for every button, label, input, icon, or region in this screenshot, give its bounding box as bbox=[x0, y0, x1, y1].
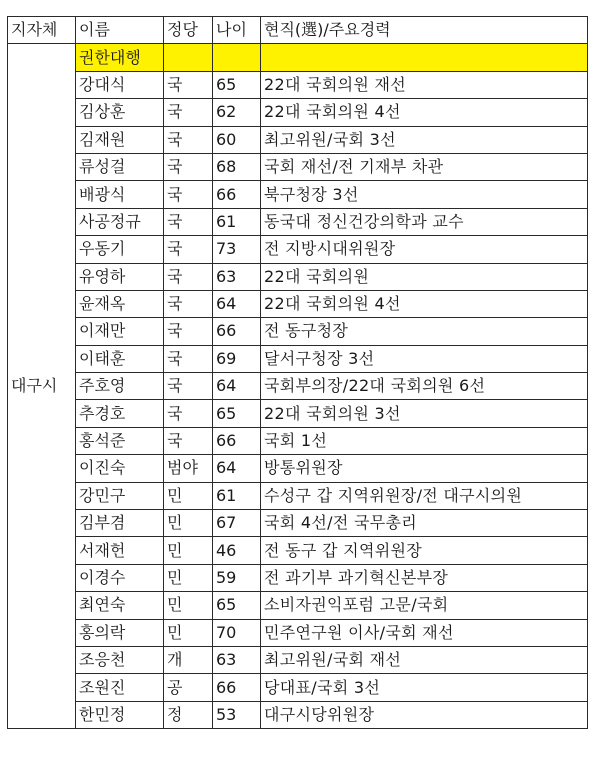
career-cell: 수성구 갑 지역위원장/전 대구시의원 bbox=[261, 482, 588, 509]
table-row bbox=[8, 126, 588, 153]
age-cell: 69 bbox=[213, 345, 261, 372]
table-row bbox=[8, 263, 588, 290]
age-cell: 61 bbox=[213, 208, 261, 235]
party-cell: 국 bbox=[164, 290, 213, 317]
table-row bbox=[8, 455, 588, 482]
age-cell: 60 bbox=[213, 126, 261, 153]
party-cell: 개 bbox=[164, 646, 213, 673]
career-cell: 22대 국회의원 3선 bbox=[261, 400, 588, 427]
name-cell: 배광식 bbox=[76, 181, 164, 208]
party-cell: 민 bbox=[164, 592, 213, 619]
table-row bbox=[8, 208, 588, 235]
table-row bbox=[8, 537, 588, 564]
name-cell: 이경수 bbox=[76, 564, 164, 591]
age-cell: 53 bbox=[213, 701, 261, 728]
party-cell: 국 bbox=[164, 263, 213, 290]
career-cell: 달서구청장 3선 bbox=[261, 345, 588, 372]
party-cell: 국 bbox=[164, 208, 213, 235]
age-cell: 70 bbox=[213, 619, 261, 646]
age-cell: 66 bbox=[213, 427, 261, 454]
name-cell: 유영하 bbox=[76, 263, 164, 290]
age-cell: 64 bbox=[213, 455, 261, 482]
name-cell: 최연숙 bbox=[76, 592, 164, 619]
party-cell: 공 bbox=[164, 674, 213, 701]
age-cell: 67 bbox=[213, 510, 261, 537]
name-cell: 조원진 bbox=[76, 674, 164, 701]
age-cell: 64 bbox=[213, 290, 261, 317]
age-cell: 66 bbox=[213, 674, 261, 701]
age-cell: 61 bbox=[213, 482, 261, 509]
table-row bbox=[8, 99, 588, 126]
name-cell: 이진숙 bbox=[76, 455, 164, 482]
career-cell: 국회 4선/전 국무총리 bbox=[261, 510, 588, 537]
name-cell: 김재원 bbox=[76, 126, 164, 153]
career-cell: 북구청장 3선 bbox=[261, 181, 588, 208]
career-cell bbox=[261, 44, 588, 71]
party-cell: 민 bbox=[164, 510, 213, 537]
name-cell: 우동기 bbox=[76, 236, 164, 263]
table-row bbox=[8, 318, 588, 345]
header-party: 정당 bbox=[164, 17, 213, 44]
party-cell: 민 bbox=[164, 482, 213, 509]
age-cell: 68 bbox=[213, 153, 261, 180]
age-cell: 62 bbox=[213, 99, 261, 126]
name-cell: 한민정 bbox=[76, 701, 164, 728]
career-cell: 동국대 정신건강의학과 교수 bbox=[261, 208, 588, 235]
age-cell: 65 bbox=[213, 400, 261, 427]
table-row bbox=[8, 153, 588, 180]
party-cell: 민 bbox=[164, 619, 213, 646]
party-cell bbox=[164, 44, 213, 71]
candidate-table bbox=[7, 16, 588, 729]
party-cell: 민 bbox=[164, 564, 213, 591]
table-row bbox=[8, 646, 588, 673]
name-cell: 조응천 bbox=[76, 646, 164, 673]
party-cell: 범야 bbox=[164, 455, 213, 482]
table-row bbox=[8, 345, 588, 372]
name-cell: 김상훈 bbox=[76, 99, 164, 126]
career-cell: 당대표/국회 3선 bbox=[261, 674, 588, 701]
header-age: 나이 bbox=[213, 17, 261, 44]
name-cell: 사공정규 bbox=[76, 208, 164, 235]
table-row bbox=[8, 181, 588, 208]
party-cell: 국 bbox=[164, 71, 213, 98]
name-cell: 강대식 bbox=[76, 71, 164, 98]
career-cell: 최고위원/국회 3선 bbox=[261, 126, 588, 153]
party-cell: 국 bbox=[164, 99, 213, 126]
header-row bbox=[8, 17, 588, 44]
party-cell: 국 bbox=[164, 126, 213, 153]
party-cell: 국 bbox=[164, 373, 213, 400]
header-name: 이름 bbox=[76, 17, 164, 44]
party-cell: 국 bbox=[164, 427, 213, 454]
name-cell: 홍의락 bbox=[76, 619, 164, 646]
table-row bbox=[8, 592, 588, 619]
age-cell bbox=[213, 44, 261, 71]
career-cell: 전 과기부 과기혁신본부장 bbox=[261, 564, 588, 591]
name-cell: 홍석준 bbox=[76, 427, 164, 454]
age-cell: 66 bbox=[213, 318, 261, 345]
party-cell: 국 bbox=[164, 153, 213, 180]
name-cell: 추경호 bbox=[76, 400, 164, 427]
name-cell: 서재헌 bbox=[76, 537, 164, 564]
career-cell: 최고위원/국회 재선 bbox=[261, 646, 588, 673]
table-row bbox=[8, 619, 588, 646]
career-cell: 전 지방시대위원장 bbox=[261, 236, 588, 263]
name-cell: 권한대행 bbox=[76, 44, 164, 71]
career-cell: 22대 국회의원 4선 bbox=[261, 99, 588, 126]
name-cell: 강민구 bbox=[76, 482, 164, 509]
table-row bbox=[8, 427, 588, 454]
name-cell: 김부겸 bbox=[76, 510, 164, 537]
age-cell: 59 bbox=[213, 564, 261, 591]
table-row bbox=[8, 71, 588, 98]
career-cell: 국회 1선 bbox=[261, 427, 588, 454]
age-cell: 63 bbox=[213, 646, 261, 673]
table-row bbox=[8, 510, 588, 537]
party-cell: 국 bbox=[164, 400, 213, 427]
career-cell: 민주연구원 이사/국회 재선 bbox=[261, 619, 588, 646]
age-cell: 73 bbox=[213, 236, 261, 263]
career-cell: 대구시당위원장 bbox=[261, 701, 588, 728]
career-cell: 소비자권익포럼 고문/국회 bbox=[261, 592, 588, 619]
party-cell: 국 bbox=[164, 345, 213, 372]
table-row bbox=[8, 564, 588, 591]
region-cell: 대구시 bbox=[8, 44, 76, 729]
table-row bbox=[8, 674, 588, 701]
career-cell: 방통위원장 bbox=[261, 455, 588, 482]
table-row bbox=[8, 701, 588, 728]
table-row bbox=[8, 400, 588, 427]
age-cell: 66 bbox=[213, 181, 261, 208]
party-cell: 정 bbox=[164, 701, 213, 728]
table-row bbox=[8, 236, 588, 263]
party-cell: 국 bbox=[164, 236, 213, 263]
career-cell: 국회 재선/전 기재부 차관 bbox=[261, 153, 588, 180]
name-cell: 주호영 bbox=[76, 373, 164, 400]
age-cell: 65 bbox=[213, 71, 261, 98]
age-cell: 64 bbox=[213, 373, 261, 400]
career-cell: 22대 국회의원 재선 bbox=[261, 71, 588, 98]
table-row bbox=[8, 373, 588, 400]
age-cell: 65 bbox=[213, 592, 261, 619]
table-row bbox=[8, 482, 588, 509]
name-cell: 윤재옥 bbox=[76, 290, 164, 317]
career-cell: 22대 국회의원 bbox=[261, 263, 588, 290]
career-cell: 국회부의장/22대 국회의원 6선 bbox=[261, 373, 588, 400]
name-cell: 류성걸 bbox=[76, 153, 164, 180]
career-cell: 22대 국회의원 4선 bbox=[261, 290, 588, 317]
career-cell: 전 동구청장 bbox=[261, 318, 588, 345]
career-cell: 전 동구 갑 지역위원장 bbox=[261, 537, 588, 564]
highlight-row bbox=[8, 44, 588, 71]
party-cell: 민 bbox=[164, 537, 213, 564]
table-row bbox=[8, 290, 588, 317]
header-region: 지자체 bbox=[8, 17, 76, 44]
party-cell: 국 bbox=[164, 181, 213, 208]
party-cell: 국 bbox=[164, 318, 213, 345]
header-career: 현직(選)/주요경력 bbox=[261, 17, 588, 44]
age-cell: 63 bbox=[213, 263, 261, 290]
age-cell: 46 bbox=[213, 537, 261, 564]
name-cell: 이재만 bbox=[76, 318, 164, 345]
name-cell: 이태훈 bbox=[76, 345, 164, 372]
